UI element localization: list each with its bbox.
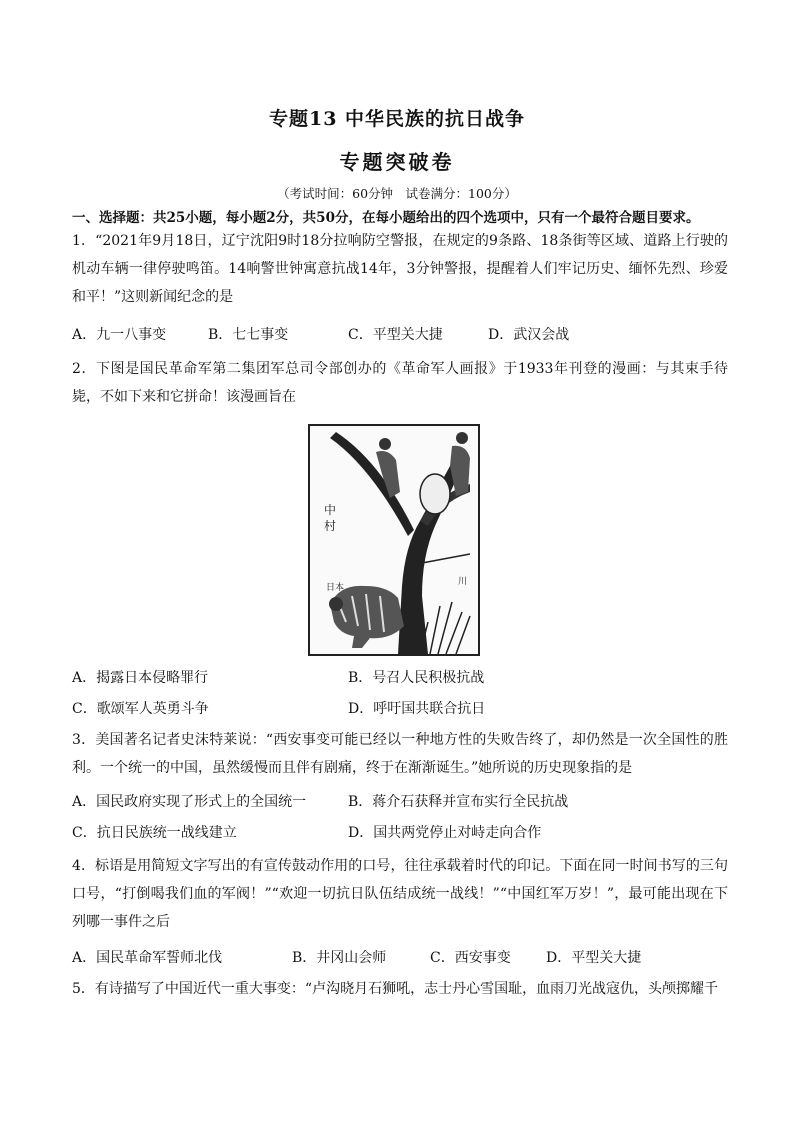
question-2-option-d: D．呼吁国共联合抗日 — [348, 701, 486, 717]
question-3-options-row2 — [72, 819, 732, 847]
cartoon-label-right: 川 — [458, 577, 468, 587]
question-2-options-row2 — [72, 695, 732, 723]
question-1-option-c: C．平型关大捷 — [348, 327, 443, 343]
question-3-option-c: C．抗日民族统一战线建立 — [72, 825, 237, 841]
question-2-options-row1 — [72, 664, 732, 692]
question-3-option-a: A．国民政府实现了形式上的全国统一 — [72, 794, 307, 810]
question-3-stem: 3．美国著名记者史沫特莱说：“西安事变可能已经以一种地方性的失败告终了，却仍然是一次全国性的胜利。一个统一的中国，虽然缓慢而且伴有剧痛，终于在渐渐诞生。”她所说的历史现象指的是 — [72, 732, 728, 776]
question-2-stem: 2．下图是国民革命军第二集团军总司令部创办的《革命军人画报》于1933年刊登的漫画：与其束手待毙，不如下来和它拼命！该漫画旨在 — [72, 361, 728, 405]
section-heading: 一、选择题：共25小题，每小题2分，共50分，在每小题给出的四个选项中，只有一个最符合题目要求。 — [72, 210, 700, 226]
question-4-options — [72, 944, 732, 972]
page-subtitle: 专题突破卷 — [339, 150, 455, 174]
question-2-option-c: C．歌颂军人英勇斗争 — [72, 701, 209, 717]
question-4-option-b: B．井冈山会师 — [292, 950, 387, 966]
question-1-option-b: B．七七事变 — [208, 327, 289, 343]
question-1-option-a: A．九一八事变 — [72, 327, 167, 343]
cartoon-illustration — [310, 426, 478, 654]
question-3-options-row1 — [72, 788, 732, 816]
page-title: 专题13 中华民族的抗日战争 — [268, 108, 526, 130]
question-4-option-c: C．西安事变 — [430, 950, 511, 966]
cartoon-label-tiger: 日本 — [326, 583, 345, 593]
cartoon-image — [308, 424, 480, 656]
question-4-option-a: A．国民革命军誓师北伐 — [72, 950, 223, 966]
cartoon-caption-vertical-2: 村 — [324, 519, 337, 533]
cartoon-caption-vertical-1: 中 — [324, 503, 337, 517]
question-1-stem: 1．“2021年9月18日，辽宁沈阳9时18分拉响防空警报，在规定的9条路、18条街等区域、道路上行驶的机动车辆一律停驶鸣笛。14响警世钟寓意抗战14年，3分钟警报，提醒着人们牢记历史、缅怀先烈、珍爱和平！”这则新闻纪念的是 — [72, 233, 728, 305]
question-4-stem: 4．标语是用简短文字写出的有宣传鼓动作用的口号，往往承载着时代的印记。下面在同一时间书写的三句口号，“打倒喝我们血的军阀！”“欢迎一切抗日队伍结成统一战线！”“中国红军万岁！”，最可能出现在下列哪一事件之后 — [72, 858, 728, 930]
question-1-options — [72, 321, 732, 349]
exam-info: （考试时间：60分钟 试卷满分：100分） — [277, 186, 517, 201]
question-1-option-d: D．武汉会战 — [488, 327, 570, 343]
question-2-option-a: A．揭露日本侵略罪行 — [72, 670, 209, 686]
question-4-option-d: D．平型关大捷 — [546, 950, 642, 966]
question-3-option-b: B．蒋介石获释并宣布实行全民抗战 — [348, 794, 569, 810]
question-5-stem: 5．有诗描写了中国近代一重大事变：“卢沟晓月石狮吼，志士丹心雪国耻，血雨刀光战寇仇，头颅掷耀千 — [72, 981, 719, 997]
question-3-option-d: D．国共两党停止对峙走向合作 — [348, 825, 542, 841]
question-2-option-b: B．号召人民积极抗战 — [348, 670, 485, 686]
